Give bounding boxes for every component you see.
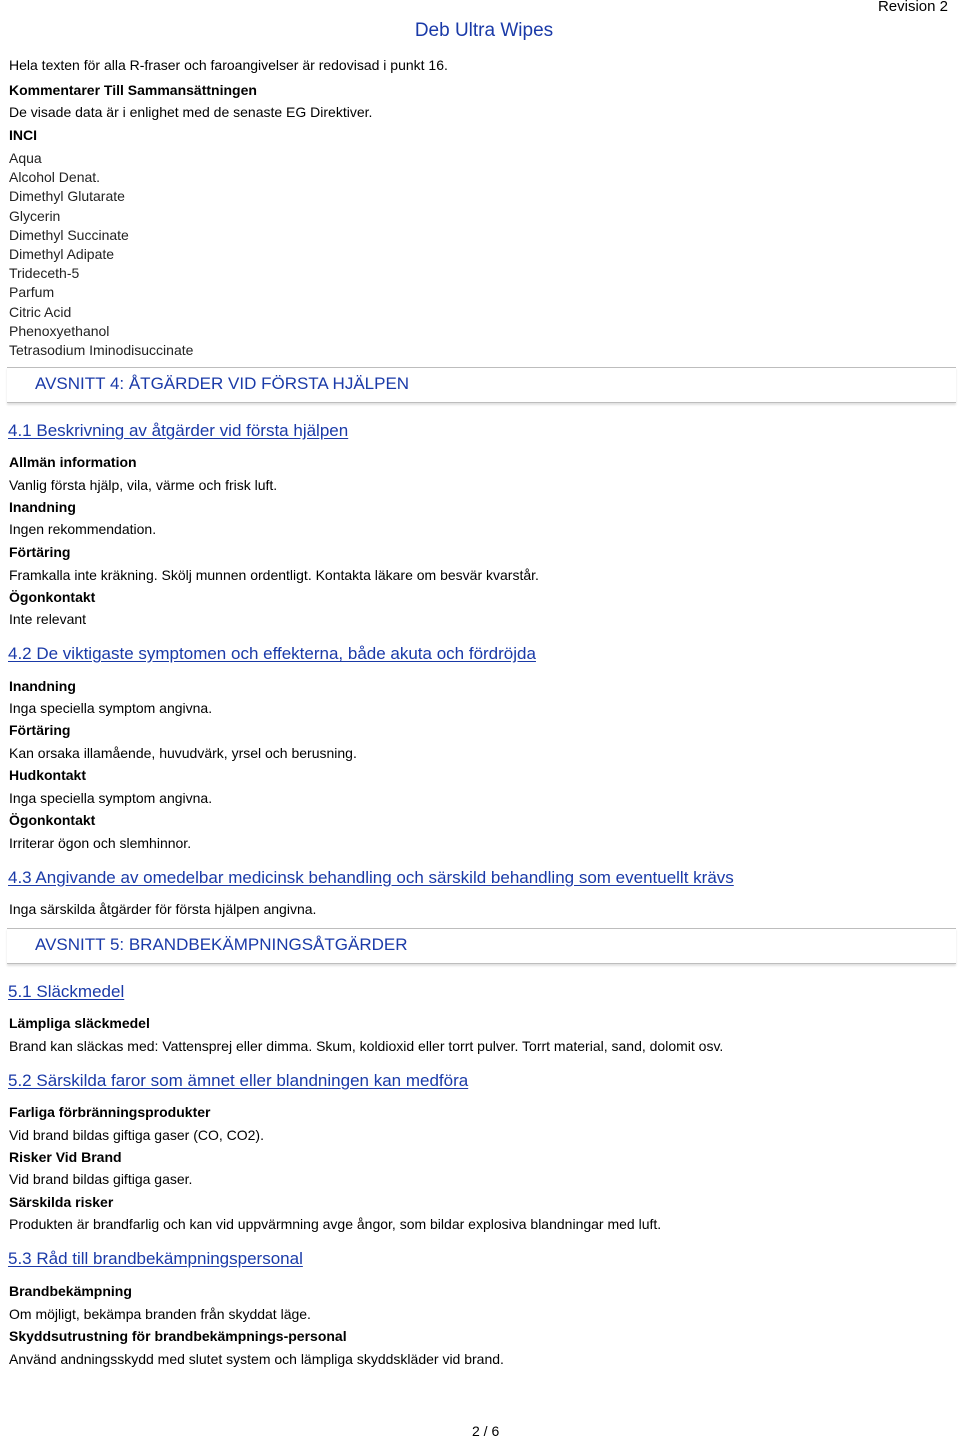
document-title: Deb Ultra Wipes (414, 20, 554, 41)
subsection-5-2-title: 5.2 Särskilda faror som ämnet eller blandningen kan medföra (8, 1071, 469, 1090)
extinguishing-media-heading: Lämpliga släckmedel (9, 1015, 150, 1031)
symptoms-ingestion-text: Kan orsaka illamående, huvudvärk, yrsel och berusning. (9, 745, 357, 761)
inci-list-item: Dimethyl Succinate (9, 226, 129, 243)
special-risks-text: Produkten är brandfarlig och kan vid uppvärmning avge ångor, som bildar explosiva blandningar med luft. (9, 1216, 662, 1232)
symptoms-eye-text: Irriterar ögon och slemhinnor. (9, 835, 192, 851)
symptoms-inhalation-heading: Inandning (9, 678, 76, 694)
inci-list (9, 149, 193, 360)
inci-list-item: Phenoxyethanol (9, 322, 110, 339)
subsection-5-1-title: 5.1 Släckmedel (8, 982, 125, 1001)
treatment-text: Inga särskilda åtgärder för första hjälpen angivna. (9, 901, 317, 917)
section-5-bar (7, 928, 956, 964)
section-4-title: AVSNITT 4: ÅTGÄRDER VID FÖRSTA HJÄLPEN (35, 374, 410, 393)
inci-list-item: Alcohol Denat. (9, 169, 101, 186)
eye-contact-heading: Ögonkontakt (9, 589, 96, 605)
symptoms-skin-text: Inga speciella symptom angivna. (9, 790, 213, 806)
combustion-products-heading: Farliga förbränningsprodukter (9, 1104, 211, 1120)
inhalation-text: Ingen rekommendation. (9, 521, 157, 537)
subsection-5-3-title: 5.3 Råd till brandbekämpningspersonal (8, 1249, 303, 1268)
general-info-text: Vanlig första hjälp, vila, värme och frisk luft. (9, 477, 278, 493)
protective-equipment-text: Använd andningsskydd med slutet system och lämpliga skyddskläder vid brand. (9, 1351, 504, 1367)
page-number: 2 / 6 (472, 1423, 500, 1439)
ingestion-heading: Förtäring (9, 544, 71, 560)
inci-list-item: Trideceth-5 (9, 265, 80, 282)
inci-list-item: Tetrasodium Iminodisuccinate (9, 342, 194, 359)
symptoms-inhalation-text: Inga speciella symptom angivna. (9, 700, 213, 716)
composition-comment-text: De visade data är i enlighet med de senaste EG Direktiver. (9, 104, 373, 120)
fire-risks-text: Vid brand bildas giftiga gaser. (9, 1171, 193, 1187)
inhalation-heading: Inandning (9, 499, 76, 515)
section-5-title: AVSNITT 5: BRANDBEKÄMPNINGSÅTGÄRDER (35, 935, 408, 954)
firefighting-text: Om möjligt, bekämpa branden från skyddat läge. (9, 1306, 311, 1322)
inci-list-item: Dimethyl Glutarate (9, 188, 125, 205)
section-4-bar (7, 367, 956, 403)
r-phrases-note: Hela texten för alla R-fraser och faroangivelser är redovisad i punkt 16. (9, 57, 448, 73)
eye-contact-text: Inte relevant (9, 611, 87, 627)
fire-risks-heading: Risker Vid Brand (9, 1149, 122, 1165)
composition-comment-heading: Kommentarer Till Sammansättningen (9, 82, 257, 98)
extinguishing-media-text: Brand kan släckas med: Vattensprej eller dimma. Skum, koldioxid eller torrt pulver. Torrt material, sand, dolomit osv. (9, 1038, 724, 1054)
symptoms-skin-heading: Hudkontakt (9, 767, 86, 783)
symptoms-ingestion-heading: Förtäring (9, 722, 71, 738)
subsection-4-3-title: 4.3 Angivande av omedelbar medicinsk behandling och särskild behandling som eventuellt krävs (8, 868, 734, 887)
inci-heading: INCI (9, 127, 37, 143)
subsection-4-2-title: 4.2 De viktigaste symptomen och effekterna, både akuta och fördröjda (8, 644, 536, 663)
ingestion-text: Framkalla inte kräkning. Skölj munnen ordentligt. Kontakta läkare om besvär kvarstår. (9, 567, 539, 583)
inci-list-item: Glycerin (9, 207, 61, 224)
inci-list-item: Dimethyl Adipate (9, 246, 115, 263)
general-info-heading: Allmän information (9, 454, 137, 470)
inci-list-item: Parfum (9, 284, 55, 301)
firefighting-heading: Brandbekämpning (9, 1283, 132, 1299)
inci-list-item: Citric Acid (9, 303, 72, 320)
subsection-4-1-title: 4.1 Beskrivning av åtgärder vid första hjälpen (8, 421, 349, 440)
revision-label: Revision 2 (877, 0, 948, 15)
symptoms-eye-heading: Ögonkontakt (9, 812, 96, 828)
combustion-products-text: Vid brand bildas giftiga gaser (CO, CO2). (9, 1127, 264, 1143)
inci-list-item: Aqua (9, 150, 42, 166)
protective-equipment-heading: Skyddsutrustning för brandbekämpnings-personal (9, 1328, 347, 1344)
special-risks-heading: Särskilda risker (9, 1194, 114, 1210)
